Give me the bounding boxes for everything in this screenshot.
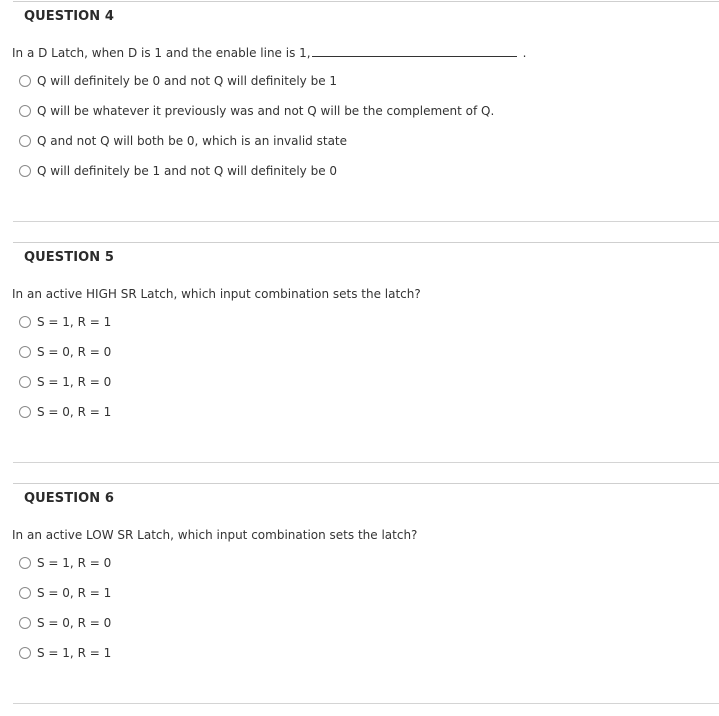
answer-option-label[interactable]: S = 1, R = 1 (37, 315, 112, 329)
divider (13, 703, 719, 704)
radio-button[interactable] (19, 617, 31, 629)
radio-button[interactable] (19, 105, 31, 117)
answer-option[interactable] (19, 344, 111, 360)
answer-option-label[interactable]: Q will be whatever it previously was and not Q will be the complement of Q. (37, 104, 495, 118)
radio-button[interactable] (19, 316, 31, 328)
question-prompt (12, 46, 526, 60)
answer-option[interactable] (19, 103, 494, 119)
answer-option[interactable] (19, 73, 337, 89)
answer-option-label[interactable]: S = 0, R = 1 (37, 405, 112, 419)
radio-button[interactable] (19, 346, 31, 358)
answer-option-label[interactable]: S = 0, R = 1 (37, 586, 112, 600)
answer-option[interactable] (19, 615, 111, 631)
radio-button[interactable] (19, 557, 31, 569)
radio-button[interactable] (19, 406, 31, 418)
question-heading: QUESTION 4 (24, 9, 115, 24)
radio-button[interactable] (19, 376, 31, 388)
divider (13, 483, 719, 484)
question-prompt: In an active LOW SR Latch, which input combination sets the latch? (12, 528, 418, 542)
answer-option[interactable] (19, 133, 347, 149)
question-prompt-suffix: . (522, 46, 527, 60)
answer-option[interactable] (19, 645, 111, 661)
answer-option-label[interactable]: Q will definitely be 0 and not Q will definitely be 1 (37, 74, 338, 88)
answer-option[interactable] (19, 163, 337, 179)
answer-option[interactable] (19, 374, 111, 390)
answer-option[interactable] (19, 404, 111, 420)
answer-option-label[interactable]: Q will definitely be 1 and not Q will definitely be 0 (37, 164, 338, 178)
divider (13, 1, 719, 2)
radio-button[interactable] (19, 75, 31, 87)
answer-option-label[interactable]: S = 1, R = 0 (37, 556, 112, 570)
divider (13, 242, 719, 243)
answer-option[interactable] (19, 314, 111, 330)
answer-option-label[interactable]: S = 0, R = 0 (37, 345, 112, 359)
question-prompt-text: In a D Latch, when D is 1 and the enable line is 1, (12, 46, 311, 60)
answer-option[interactable] (19, 555, 111, 571)
question-heading: QUESTION 6 (24, 491, 115, 506)
divider (13, 221, 719, 222)
answer-option-label[interactable]: S = 1, R = 1 (37, 646, 112, 660)
radio-button[interactable] (19, 647, 31, 659)
divider (13, 462, 719, 463)
answer-option[interactable] (19, 585, 111, 601)
radio-button[interactable] (19, 135, 31, 147)
radio-button[interactable] (19, 587, 31, 599)
question-heading: QUESTION 5 (24, 250, 115, 265)
answer-option-label[interactable]: S = 1, R = 0 (37, 375, 112, 389)
radio-button[interactable] (19, 165, 31, 177)
answer-option-label[interactable]: Q and not Q will both be 0, which is an invalid state (37, 134, 348, 148)
fill-in-blank (312, 47, 517, 57)
question-prompt: In an active HIGH SR Latch, which input combination sets the latch? (12, 287, 421, 301)
answer-option-label[interactable]: S = 0, R = 0 (37, 616, 112, 630)
